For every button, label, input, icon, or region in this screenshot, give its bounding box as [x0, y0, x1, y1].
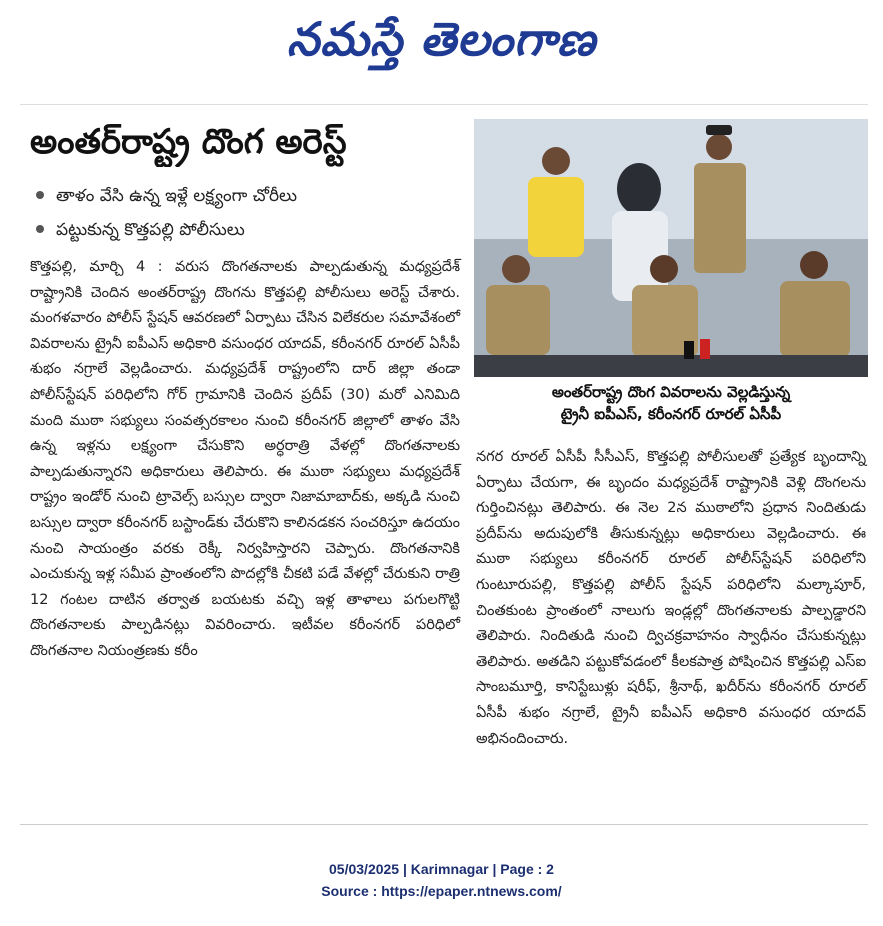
photo-caption: [474, 381, 868, 425]
divider: [20, 824, 868, 825]
article-column-right: [476, 445, 866, 752]
photo-caption-line: ట్రైనీ ఐపీఎస్, కరీంనగర్ రూరల్ ఏసీపీ: [560, 405, 782, 423]
article-bullets: [30, 179, 450, 247]
masthead: [0, 0, 883, 78]
source-link[interactable]: Source : https://epaper.ntnews.com/: [321, 883, 562, 899]
photo-caption-line: అంతర్‌రాష్ట్ర దొంగ వివరాలను వెల్లడిస్తున్న: [551, 383, 791, 401]
bullet-item: [30, 213, 450, 247]
bullet-icon: [36, 191, 44, 199]
page-footer: [0, 858, 883, 902]
news-clipping: [20, 104, 868, 845]
bullet-text: పట్టుకున్న కొత్తపల్లి పోలీసులు: [56, 220, 245, 240]
bullet-icon: [36, 225, 44, 233]
article-headline: అంతర్‌రాష్ట్ర దొంగ అరెస్ట్: [30, 122, 347, 162]
article-body-left: కొత్తపల్లి, మార్చి 4 : వరుస దొంగతనాలకు పాల్పడుతున్న మధ్యప్రదేశ్ రాష్ట్రానికి చెందిన అంతర్‌రాష్ట్ర దొంగను కొత్తపల్లి పోలీసులు అరెస్ట్ చేశారు. మంగళవారం పోలీస్ స్టేషన్ ఆవరణలో ఏర్పాటు చేసిన విలేకరుల సమావేశంలో వివరాలను ట్రైనీ ఐపీఎస్ అధికారి వసుంధర యాదవ్, కరీంనగర్ రూరల్ ఏసీపీ శుభం నగ్రాలే వెల్లడించారు. మధ్యప్రదేశ్ రాష్ట్రంలోని దార్ జిల్లా తండా పోలీస్‌స్టేషన్ పరిధిలోని గోర్ గ్రామానికి చెందిన ప్రదీప్ (30) మరో ఎనిమిది మంది ముఠా సభ్యులు సంవత్సరకాలం నుంచి కరీంనగర్ జిల్లాలో తాళం వేసి ఉన్న ఇళ్లను లక్ష్యంగా చేసుకొని అర్ధరాత్రి వేళల్లో దొంగతనాలకు పాల్పడుతున్నారని అధికారులు తెలిపారు. ఈ ముఠా సభ్యులు మధ్యప్రదేశ్ రాష్ట్రం ఇండోర్ నుంచి ట్రావెల్స్ బస్సుల ద్వారా నిజామాబాద్‌కు, అక్కడి నుంచి బస్సుల ద్వారా కరీంనగర్ బస్టాండ్‌కు చేరుకొని కాలినడకన సంచరిస్తూ ఉదయం నుంచి సాయంత్రం వరకు రెక్కీ నిర్వహిస్తారని చెప్పారు. దొంగతనానికి ఎంచుకున్న ఇళ్ల సమీప ప్రాంతంలోని పొదల్లోకి చీకటి పడే వేళల్లో చేరుకుని రాత్రి 12 గంటల దాటిన తర్వాత బయటకు వచ్చి ఇళ్ల తాళాలు పగులగొట్టి దొంగతనాలకు పాల్పడినట్లు వివరించారు. ఇటీవల కరీంనగర్ పరిధిలో దొంగతనాల నియంత్రణకు కరీం: [30, 259, 460, 659]
news-photo: [474, 119, 868, 377]
bullet-item: [30, 179, 450, 213]
article-column-left: [30, 255, 460, 665]
bullet-text: తాళం వేసి ఉన్న ఇళ్లే లక్ష్యంగా చోరీలు: [56, 186, 297, 206]
edition-info: 05/03/2025 | Karimnagar | Page : 2: [329, 861, 554, 877]
police-press-meet-image: [474, 119, 868, 377]
newspaper-logo: నమస్తే తెలంగాణ: [286, 12, 597, 66]
article-body-right: నగర రూరల్ ఏసీపీ సీసీఎస్, కొత్తపల్లి పోలీసులతో ప్రత్యేక బృందాన్ని ఏర్పాటు చేయగా, ఈ బృందం మధ్యప్రదేశ్ రాష్ట్రానికి వెళ్లి దొంగలను గుర్తించినట్లు తెలిపారు. ఈ నెల 2న ముఠాలోని ప్రధాన నిందితుడు ప్రదీప్‌ను అదుపులోకి తీసుకున్నట్లు అధికారులు వెల్లడించారు. ఈ ముఠా సభ్యులు కరీంనగర్ రూరల్ పోలీస్‌స్టేషన్ పరిధిలోని గుంటూరుపల్లి, కొత్తపల్లి పోలీస్ స్టేషన్ పరిధిలోని మల్కాపూర్, చింతకుంట ప్రాంతంలో నాలుగు ఇండ్లల్లో దొంగతనాలకు పాల్పడ్డారని తెలిపారు. నిందితుడి నుంచి ద్విచక్రవాహనం స్వాధీనం చేసుకున్నట్లు తెలిపారు. అతడిని పట్టుకోవడంలో కీలకపాత్ర పోషించిన కొత్తపల్లి ఎస్ఐ సాంబమూర్తి, కానిస్టేబుళ్లు షరీఫ్, శ్రీనాథ్, ఖదీర్‌ను కరీంనగర్ రూరల్ ఏసీపీ శుభం నగ్రాలే, ట్రైనీ ఐపీఎస్ అధికారి వసుంధర యాదవ్ అభినందించారు.: [476, 449, 866, 747]
